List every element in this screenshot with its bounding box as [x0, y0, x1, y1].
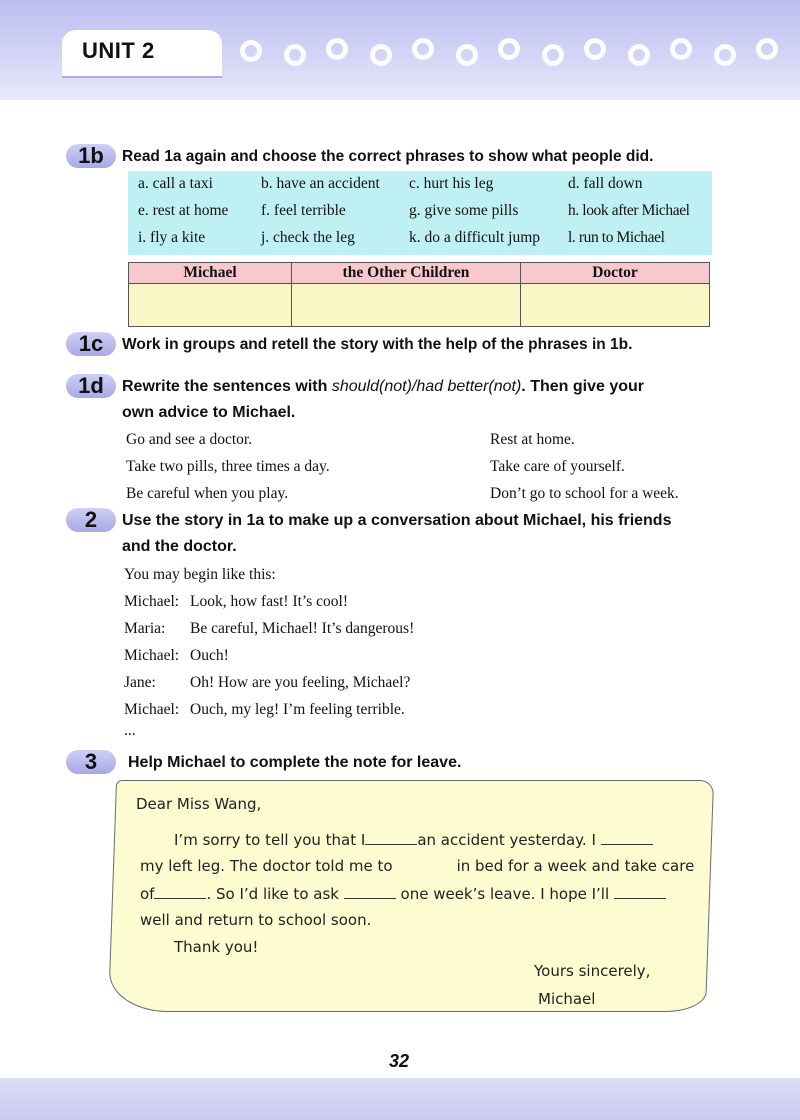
ring-icon [326, 38, 348, 60]
dialogue-speaker: Jane: [124, 674, 156, 691]
note-l1b: an accident yesterday. I [417, 831, 596, 849]
instruction-1d [122, 374, 644, 400]
dialogue-intro: You may begin like this: [124, 566, 276, 583]
ring-icon [542, 44, 564, 66]
note-blank-1[interactable] [365, 830, 417, 845]
phrase-box [128, 171, 712, 255]
note-line-4: well and return to school soon. [140, 911, 372, 929]
ring-icon [284, 44, 306, 66]
note-l1a: I’m sorry to tell you that I [174, 831, 366, 849]
dialogue-speaker: Michael: [124, 647, 180, 664]
dialogue-text: Be careful, Michael! It’s dangerous! [190, 620, 415, 637]
badge-1c: 1c [66, 332, 116, 356]
phrase-g: g. give some pills [409, 202, 519, 219]
table-cell-children[interactable] [292, 284, 521, 327]
phrase-c: c. hurt his leg [409, 175, 494, 192]
sentence-right-3: Don’t go to school for a week. [490, 485, 679, 502]
instruction-1b: Read 1a again and choose the correct phrases to show what people did. [122, 148, 654, 165]
instruction-1d-line2: own advice to Michael. [122, 404, 296, 421]
dialogue-speaker: Michael: [124, 701, 180, 718]
table-header-children: the Other Children [292, 263, 521, 284]
table-header-michael: Michael [129, 263, 292, 284]
note-line-1 [174, 830, 653, 849]
note-thanks: Thank you! [174, 938, 259, 956]
note-blank-5[interactable] [344, 884, 396, 899]
dialogue-ellipsis: ... [124, 722, 136, 739]
dialogue-text: Oh! How are you feeling, Michael? [190, 674, 411, 691]
decorative-rings [240, 36, 800, 72]
footer-band [0, 1078, 800, 1120]
ring-icon [456, 44, 478, 66]
instruction-2-line2: and the doctor. [122, 538, 237, 555]
note-greeting: Dear Miss Wang, [136, 795, 262, 813]
ring-icon [370, 44, 392, 66]
phrase-k: k. do a difficult jump [409, 229, 541, 246]
sentence-left-1: Go and see a doctor. [126, 431, 253, 448]
ring-icon [628, 44, 650, 66]
sentence-left-2: Take two pills, three times a day. [126, 458, 330, 475]
instruction-1d-pre: Rewrite the sentences with [122, 378, 332, 395]
ring-icon [584, 38, 606, 60]
phrase-i: i. fly a kite [138, 229, 206, 246]
phrase-d: d. fall down [568, 175, 643, 192]
ring-icon [412, 38, 434, 60]
sentence-left-3: Be careful when you play. [126, 485, 289, 502]
ring-icon [714, 44, 736, 66]
ring-icon [670, 38, 692, 60]
badge-1b: 1b [66, 144, 116, 168]
phrase-h: h. look after Michael [568, 202, 690, 219]
unit-title: UNIT 2 [82, 38, 155, 63]
classification-table [128, 262, 710, 327]
table-cell-doctor[interactable] [521, 284, 710, 327]
ring-icon [498, 38, 520, 60]
dialogue-speaker: Maria: [124, 620, 166, 637]
phrase-f: f. feel terrible [261, 202, 346, 219]
dialogue-text: Ouch, my leg! I’m feeling terrible. [190, 701, 405, 718]
phrase-e: e. rest at home [138, 202, 229, 219]
instruction-1d-post: . Then give your [521, 378, 644, 395]
phrase-b: b. have an accident [261, 175, 380, 192]
note-l3c: one week’s leave. I hope I’ll [400, 885, 610, 903]
note-line-2 [140, 857, 694, 875]
ring-icon [240, 40, 262, 62]
dialogue-text: Look, how fast! It’s cool! [190, 593, 348, 610]
badge-1d: 1d [66, 374, 116, 398]
note-l3b: . So I’d like to ask [206, 885, 339, 903]
instruction-1d-italic: should(not)/had better(not) [331, 378, 522, 395]
dialogue-text: Ouch! [190, 647, 229, 664]
table-cell-michael[interactable] [129, 284, 292, 327]
note-line-3 [140, 884, 666, 903]
page-number: 32 [371, 1048, 427, 1074]
note-blank-6[interactable] [614, 884, 666, 899]
note-l2b: in bed for a week and take care [456, 857, 695, 875]
instruction-1c: Work in groups and retell the story with the help of the phrases in 1b. [122, 336, 633, 353]
badge-3: 3 [66, 750, 116, 774]
phrase-j: j. check the leg [261, 229, 355, 246]
instruction-2-line1: Use the story in 1a to make up a conversation about Michael, his friends [122, 512, 672, 529]
note-blank-2[interactable] [601, 830, 653, 845]
sentence-right-2: Take care of yourself. [490, 458, 625, 475]
note-closing: Yours sincerely, [534, 962, 651, 980]
leave-note [112, 780, 708, 1010]
instruction-3: Help Michael to complete the note for leave. [128, 754, 462, 771]
ring-icon [756, 38, 778, 60]
phrase-l: l. run to Michael [568, 229, 665, 246]
badge-2: 2 [66, 508, 116, 532]
table-header-doctor: Doctor [521, 263, 710, 284]
note-blank-4[interactable] [154, 884, 206, 899]
phrase-a: a. call a taxi [138, 175, 213, 192]
sentence-right-1: Rest at home. [490, 431, 575, 448]
note-l3a: of [140, 885, 155, 903]
note-signature: Michael [538, 990, 596, 1008]
dialogue-speaker: Michael: [124, 593, 180, 610]
note-l2a: my left leg. The doctor told me to [140, 857, 393, 875]
